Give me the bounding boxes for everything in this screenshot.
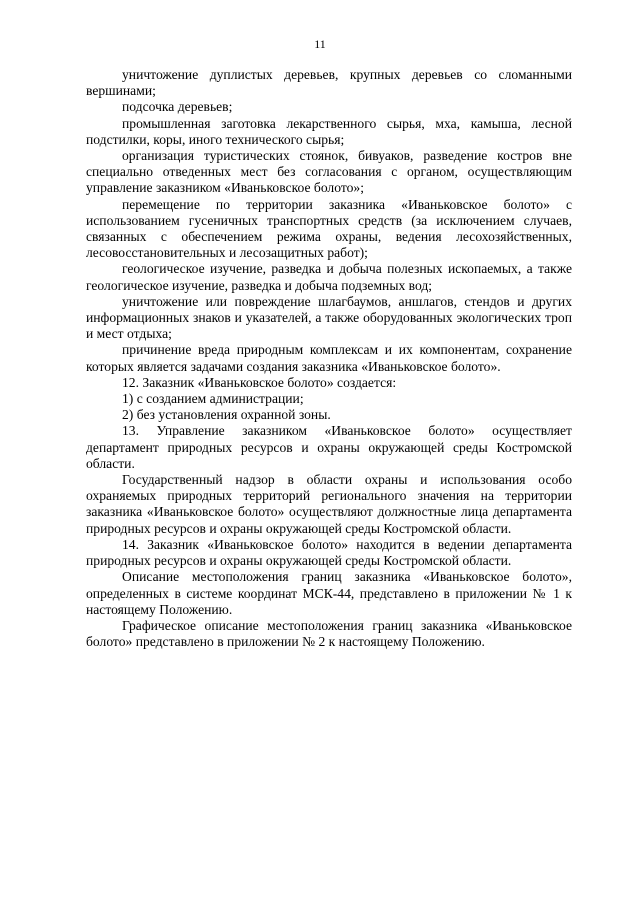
paragraph-12-item-2: 2) без установления охранной зоны. [122,407,331,423]
paragraph-destruction-trees: уничтожение дуплистых деревьев, крупных деревьев со сломанными вершинами; [86,67,572,99]
paragraph-section-13: 13. Управление заказником «Иваньковское болото» осуществляет департамент природных ресурсов и охраны окружающей среды Костромской области. [86,423,572,471]
paragraph-section-12: 12. Заказник «Иваньковское болото» создается: [122,374,397,390]
paragraph-tourist-camps: организация туристических стоянок, бивуаков, разведение костров вне специально отведенных мест без согласования с органом, осуществляющим управление заказником «Иваньковское болото»; [86,148,572,196]
paragraph-state-supervision: Государственный надзор в области охраны и использования особо охраняемых природных территорий регионального значения на территории заказника «Иваньковское болото» осуществляют должностные лица департамента природных ресурсов и охраны окружающей среды Костромской области. [86,472,572,536]
paragraph-section-14: 14. Заказник «Иваньковское болото» находится в ведении департамента природных ресурсов и охраны окружающей среды Костромской области. [86,536,572,569]
document-body [86,67,572,650]
paragraph-geological-study: геологическое изучение, разведка и добыча полезных ископаемых, а также геологическое изучение, разведка и добыча подземных вод; [86,261,572,293]
paragraph-industrial-harvesting: промышленная заготовка лекарственного сырья, мха, камыша, лесной подстилки, коры, иного технического сырья; [86,115,572,147]
paragraph-damage-signs: уничтожение или повреждение шлагбаумов, аншлагов, стендов и других информационных знаков и указателей, а также оборудованных экологических троп и мест отдыха; [86,293,572,342]
paragraph-tracked-vehicles: перемещение по территории заказника «Иваньковское болото» с использованием гусеничных транспортных средств (за исключением случаев, связанных с обеспечением режима охраны, ведения лесохозяйственных, лесовосстановительных и лесозащитных работ); [86,196,572,261]
paragraph-12-item-1: 1) с созданием администрации; [122,391,304,407]
paragraph-graphic-description: Графическое описание местоположения границ заказника «Иваньковское болото» представлено в приложении № 2 к настоящему Положению. [86,617,572,650]
paragraph-harm-nature: причинение вреда природным комплексам и их компонентам, сохранение которых является задачами создания заказника «Иваньковское болото». [86,342,572,374]
page-number: 11 [314,37,326,51]
paragraph-boundary-description: Описание местоположения границ заказника «Иваньковское болото», определенных в системе координат МСК-44, представлено в приложении № 1 к настоящему Положению. [86,569,572,617]
paragraph-tapping-trees: подсочка деревьев; [122,99,233,115]
